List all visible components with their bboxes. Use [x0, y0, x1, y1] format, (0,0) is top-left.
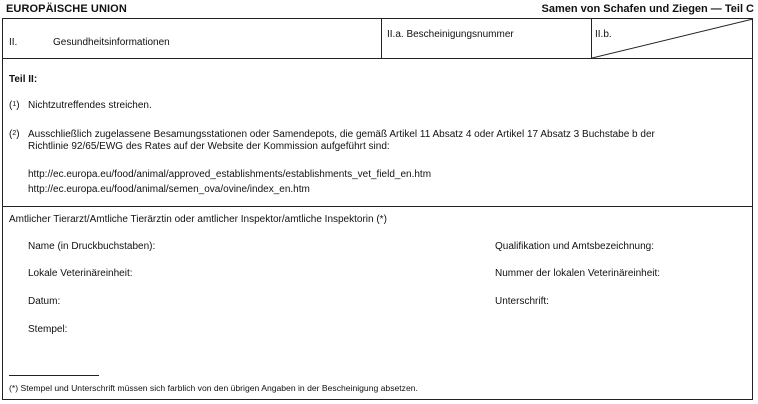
- note1-marker: ($^1$): [9, 100, 20, 111]
- url-establishments: http://ec.europa.eu/food/animal/approved_establishments/establishments_vet_field_en.htm: [28, 169, 432, 180]
- header-title: Samen von Schafen und Ziegen — Teil C: [541, 3, 754, 15]
- nummer-label: Nummer der lokalen Veterinäreinheit:: [495, 268, 661, 279]
- footnote-rule: [9, 375, 99, 376]
- stempel-label: Stempel:: [28, 324, 68, 335]
- signature-title: Amtlicher Tierarzt/Amtliche Tierärztin oder amtlicher Inspektor/amtliche Inspektorin (*): [9, 214, 387, 225]
- col-divider-1: [381, 19, 382, 58]
- signature-divider: [3, 206, 752, 207]
- iib-label: II.b.: [595, 29, 612, 40]
- top-row-divider: [3, 58, 752, 59]
- iib-diagonal: [592, 19, 753, 58]
- url-semen-ova: http://ec.europa.eu/food/animal/semen_ova/ovine/index_en.htm: [28, 184, 310, 195]
- note2-line2: Richtlinie 92/65/EWG des Rates auf der Website der Kommission aufgeführt sind:: [28, 141, 390, 152]
- teil-title: Teil II:: [9, 74, 38, 85]
- certificate-frame: [2, 18, 753, 400]
- qualifikation-label: Qualifikation und Amtsbezeichnung:: [495, 241, 654, 252]
- cert-number-label: II.a. Bescheinigungsnummer: [387, 29, 514, 40]
- name-label: Name (in Druckbuchstaben):: [28, 241, 156, 252]
- note2-line1: Ausschließlich zugelassene Besamungsstationen oder Samendepots, die gemäß Artikel 11 Absatz 4 oder Artikel 17 Absatz 3 Buchstabe b der: [28, 129, 655, 140]
- datum-label: Datum:: [28, 296, 61, 307]
- lokale-label: Lokale Veterinäreinheit:: [28, 268, 133, 279]
- section-title: Gesundheitsinformationen: [53, 37, 170, 48]
- unterschrift-label: Unterschrift:: [495, 296, 549, 307]
- note2-marker: ($^2$): [9, 129, 20, 140]
- header-union: EUROPÄISCHE UNION: [6, 3, 127, 15]
- footnote-text: (*) Stempel und Unterschrift müssen sich farblich von den übrigen Angaben in der Bescheinigung absetzen.: [9, 383, 418, 393]
- section-number: II.: [9, 37, 18, 48]
- note1-text: Nichtzutreffendes streichen.: [28, 100, 152, 111]
